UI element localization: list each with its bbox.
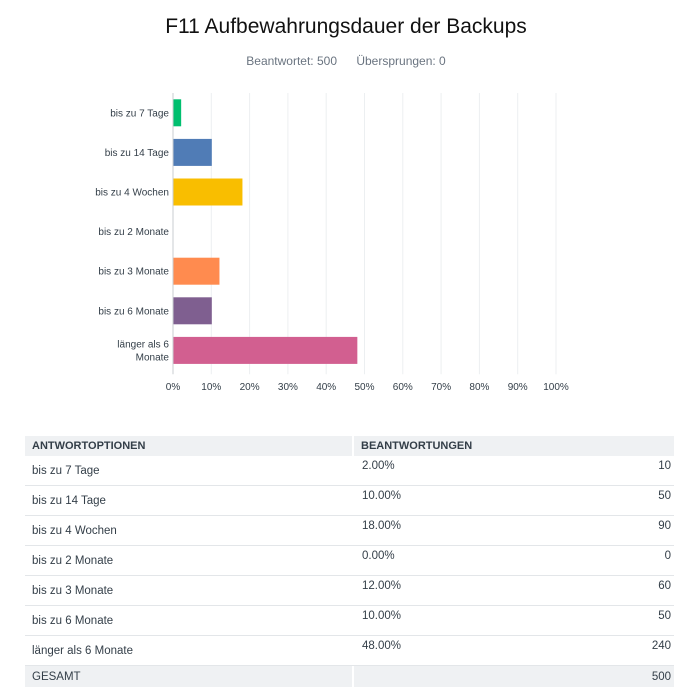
answer-option: bis zu 14 Tage: [25, 486, 354, 516]
x-tick-label: 100%: [543, 382, 569, 394]
response-percent: 10.00%: [354, 606, 571, 636]
answer-option: bis zu 3 Monate: [25, 576, 354, 606]
category-label: [98, 306, 169, 317]
x-tick-label: 0%: [165, 382, 181, 394]
table-header-row: [25, 436, 674, 456]
category-label-line: Monate: [135, 352, 169, 364]
answer-option: bis zu 2 Monate: [25, 546, 354, 576]
total-label: GESAMT: [25, 666, 354, 687]
x-tick-label: 90%: [507, 382, 528, 394]
category-label: [98, 227, 169, 238]
category-label-line: bis zu 2 Monate: [98, 227, 169, 239]
results-table: [25, 436, 674, 687]
chart-bars: [174, 99, 358, 364]
x-tick-label: 20%: [239, 382, 260, 394]
table-row: [25, 516, 674, 546]
bar[interactable]: [174, 297, 212, 324]
category-label-line: bis zu 3 Monate: [98, 266, 169, 278]
response-percent: 0.00%: [354, 546, 571, 576]
category-label: [98, 267, 169, 278]
chart-gridlines: [173, 93, 556, 374]
response-percent: 12.00%: [354, 576, 571, 606]
x-tick-label: 70%: [431, 382, 452, 394]
bar-chart: [0, 85, 692, 405]
response-count: 90: [571, 516, 674, 546]
table-row: [25, 546, 674, 576]
answer-option: länger als 6 Monate: [25, 636, 354, 666]
bar[interactable]: [174, 139, 212, 166]
response-percent: 10.00%: [354, 486, 571, 516]
answer-option: bis zu 4 Wochen: [25, 516, 354, 546]
response-summary: [0, 54, 692, 68]
category-labels: [95, 108, 169, 363]
category-label-line: bis zu 7 Tage: [110, 108, 169, 120]
x-axis-ticks: [166, 382, 569, 393]
response-count: 60: [571, 576, 674, 606]
response-count: 50: [571, 486, 674, 516]
x-tick-label: 60%: [392, 382, 413, 394]
table-row: [25, 636, 674, 666]
category-label-line: länger als 6: [117, 339, 169, 351]
table-row: [25, 486, 674, 516]
x-tick-label: 40%: [316, 382, 337, 394]
category-label: [105, 148, 170, 159]
x-tick-label: 30%: [277, 382, 298, 394]
bar[interactable]: [174, 337, 358, 364]
answered-count: Beantwortet: 500: [246, 54, 337, 68]
category-label: [117, 339, 169, 363]
table-row: [25, 606, 674, 636]
category-label: [95, 188, 169, 199]
x-tick-label: 50%: [354, 382, 375, 394]
header-responses: BEANTWORTUNGEN: [354, 436, 674, 456]
bar[interactable]: [174, 258, 220, 285]
category-label-line: bis zu 4 Wochen: [95, 187, 169, 199]
x-tick-label: 10%: [201, 382, 222, 394]
response-percent: 48.00%: [354, 636, 571, 666]
skipped-count: Übersprungen: 0: [356, 54, 446, 68]
table-row: [25, 576, 674, 606]
response-percent: 18.00%: [354, 516, 571, 546]
category-label: [110, 108, 169, 119]
answer-option: bis zu 7 Tage: [25, 456, 354, 486]
total-spacer: [354, 666, 571, 687]
table-row: [25, 456, 674, 486]
response-count: 50: [571, 606, 674, 636]
response-count: 0: [571, 546, 674, 576]
category-label-line: bis zu 14 Tage: [104, 147, 169, 159]
answer-option: bis zu 6 Monate: [25, 606, 354, 636]
total-value: 500: [571, 666, 674, 687]
bar[interactable]: [174, 179, 243, 206]
total-row: [25, 666, 674, 687]
header-options: ANTWORTOPTIONEN: [25, 436, 354, 456]
response-count: 10: [571, 456, 674, 486]
response-count: 240: [571, 636, 674, 666]
chart-title: F11 Aufbewahrungsdauer der Backups: [165, 15, 527, 38]
response-percent: 2.00%: [354, 456, 571, 486]
table-body: [25, 456, 674, 687]
x-tick-label: 80%: [469, 382, 490, 394]
category-label-line: bis zu 6 Monate: [98, 306, 169, 318]
bar[interactable]: [174, 99, 182, 126]
